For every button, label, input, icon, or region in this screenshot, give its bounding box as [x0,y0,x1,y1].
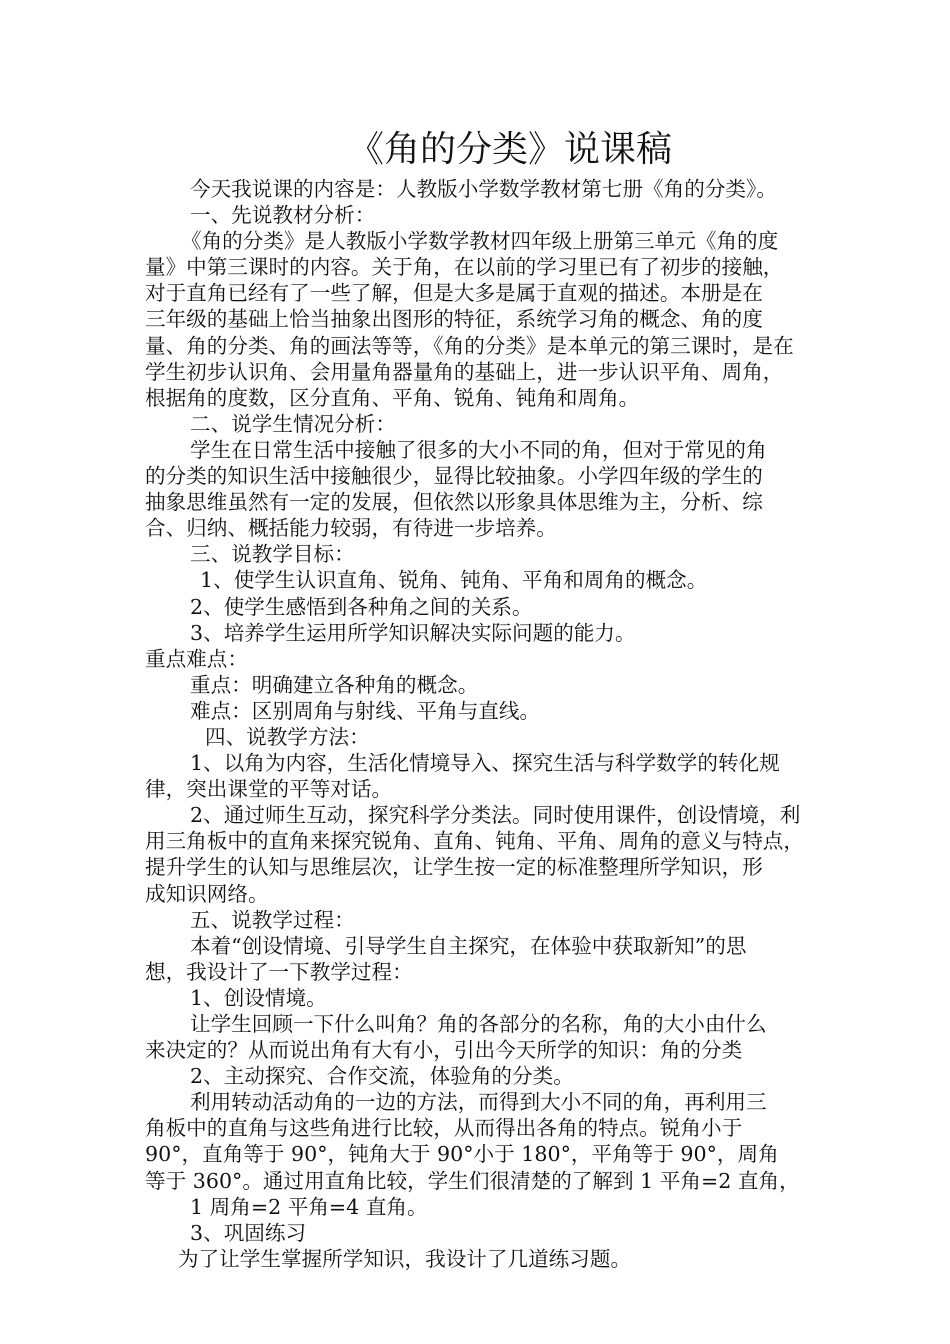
paragraph-line: 的分类的知识生活中接触很少，显得比较抽象。小学四年级的学生的 [145,464,763,489]
paragraph-line: 来决定的？从而说出角有大有小，引出今天所学的知识：角的分类 [145,1038,743,1063]
list-item: 3、巩固练习 [190,1220,307,1245]
list-item: 2、主动探究、合作交流，体验角的分类。 [190,1064,574,1089]
paragraph-line: 《角的分类》是人教版小学数学教材四年级上册第三单元《角的度 [181,229,779,254]
paragraph-line: 难点：区别周角与射线、平角与直线。 [190,698,541,723]
paragraph-line: 用三角板中的直角来探究锐角、直角、钝角、平角、周角的意义与特点， [145,829,804,854]
paragraph-line: 对于直角已经有了一些了解，但是大多是属于直观的描述。本册是在 [145,281,763,306]
intro-line: 今天我说课的内容是：人教版小学数学教材第七册《角的分类》。 [190,177,777,201]
paragraph-line: 90°，直角等于 90°，钝角大于 90°小于 180°，平角等于 90°，周角 [145,1142,779,1167]
paragraph-line: 抽象思维虽然有一定的发展，但依然以形象具体思维为主，分析、综 [145,490,763,515]
document-body [145,176,813,1272]
paragraph-line: 为了让学生掌握所学知识，我设计了几道练习题。 [178,1246,632,1271]
list-item: 2、通过师生互动，探究科学分类法。同时使用课件，创设情境，利 [190,803,801,828]
paragraph-line: 根据角的度数，区分直角、平角、锐角、钝角和周角。 [145,385,640,410]
paragraph-line: 学生初步认识角、会用量角器量角的基础上，进一步认识平角、周角， [145,359,784,384]
paragraph-line: 1 周角=2 平角=4 直角。 [190,1194,428,1219]
paragraph-line: 合、归纳、概括能力较弱，有待进一步培养。 [145,516,557,541]
section-heading-key-points: 重点难点： [145,646,248,671]
section-heading-teaching-process: 五、说教学过程： [190,907,355,932]
paragraph-line: 律，突出课堂的平等对话。 [145,777,393,802]
list-item: 3、培养学生运用所学知识解决实际问题的能力。 [190,620,636,645]
section-heading-textbook-analysis: 一、先说教材分析： [190,203,376,228]
section-heading-teaching-goals: 三、说教学目标： [190,542,355,567]
list-item: 1、使学生认识直角、锐角、钝角、平角和周角的概念。 [200,568,708,593]
document-title: 《角的分类》说课稿 [347,129,672,170]
paragraph-line: 等于 360°。通过用直角比较，学生们很清楚的了解到 1 平角=2 直角， [145,1168,800,1193]
paragraph-line: 利用转动活动角的一边的方法，而得到大小不同的角，再利用三 [190,1090,767,1115]
paragraph-line: 想，我设计了一下教学过程： [145,959,413,984]
paragraph-line: 让学生回顾一下什么叫角？角的各部分的名称，角的大小由什么 [190,1012,767,1036]
paragraph-line: 成知识网络。 [145,881,269,906]
list-item: 2、使学生感悟到各种角之间的关系。 [190,594,533,619]
paragraph-line: 角板中的直角与这些角进行比较，从而得出各角的特点。锐角小于 [145,1116,743,1141]
list-item: 1、创设情境。 [190,985,327,1010]
section-heading-teaching-methods: 四、说教学方法： [205,724,370,749]
paragraph-line: 量、角的分类、角的画法等等，《角的分类》是本单元的第三课时，是在 [145,333,794,358]
paragraph-line: 本着“创设情境、引导学生自主探究，在体验中获取新知”的思 [190,933,747,958]
paragraph-line: 量》中第三课时的内容。关于角，在以前的学习里已有了初步的接触， [145,255,784,280]
paragraph-line: 三年级的基础上恰当抽象出图形的特征，系统学习角的概念、角的度 [145,307,763,332]
list-item: 1、以角为内容，生活化情境导入、探究生活与科学数学的转化规 [190,751,780,776]
paragraph-line: 重点：明确建立各种角的概念。 [190,672,479,697]
paragraph-line: 提升学生的认知与思维层次，让学生按一定的标准整理所学知识，形 [145,855,763,880]
section-heading-student-analysis: 二、说学生情况分析： [190,411,396,436]
paragraph-line: 学生在日常生活中接触了很多的大小不同的角，但对于常见的角 [190,437,767,462]
